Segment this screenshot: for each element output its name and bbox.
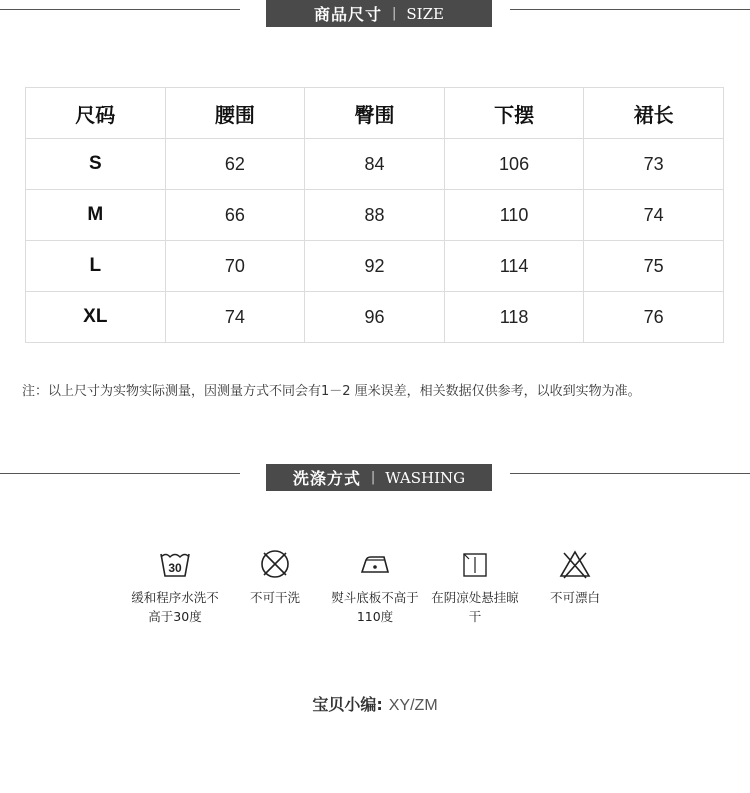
table-row: [26, 292, 724, 343]
cell-length: 75: [584, 241, 724, 292]
header-hip: 臀围: [305, 88, 445, 139]
cell-hip: 84: [305, 139, 445, 190]
care-label: 不可漂白: [549, 590, 600, 605]
washing-section-banner: [266, 464, 492, 491]
cell-hem: 118: [444, 292, 584, 343]
cell-hem: 110: [444, 190, 584, 241]
size-table: [25, 87, 724, 343]
divider-left: [0, 9, 240, 10]
title-separator: |: [392, 6, 397, 21]
care-label: 熨斗底板不高于 110度: [331, 590, 419, 624]
cell-size: S: [26, 139, 166, 190]
no-dry-clean-icon: [258, 548, 292, 580]
editor-value: XY/ZM: [388, 697, 438, 714]
cell-size: XL: [26, 292, 166, 343]
cell-size: L: [26, 241, 166, 292]
care-item-wash: [125, 548, 225, 626]
svg-text:30: 30: [168, 561, 182, 575]
divider-left: [0, 473, 240, 474]
header-waist: 腰围: [165, 88, 305, 139]
table-row: [26, 139, 724, 190]
washing-title-en: WASHING: [385, 468, 466, 487]
divider-right: [510, 9, 750, 10]
cell-length: 73: [584, 139, 724, 190]
cell-hip: 92: [305, 241, 445, 292]
cell-hem: 114: [444, 241, 584, 292]
washing-title-cn: 洗涤方式: [292, 469, 361, 488]
cell-waist: 62: [165, 139, 305, 190]
table-row: [26, 241, 724, 292]
care-item-iron: [325, 548, 425, 626]
care-label: 缓和程序水洗不 高于30度: [131, 590, 219, 624]
header-length: 裙长: [584, 88, 724, 139]
cell-waist: 70: [165, 241, 305, 292]
table-row: [26, 190, 724, 241]
title-separator: |: [370, 470, 376, 485]
no-bleach-icon: [558, 548, 592, 580]
table-header-row: [26, 88, 724, 139]
iron-icon: [358, 548, 392, 580]
care-item-dry-clean: [225, 548, 325, 607]
cell-length: 76: [584, 292, 724, 343]
cell-hip: 88: [305, 190, 445, 241]
care-item-line-dry: [425, 548, 525, 626]
editor-label: 宝贝小编:: [312, 695, 383, 714]
measurement-note: 注：以上尺寸为实物实际测量，因测量方式不同会有1－2 厘米误差，相关数据仅供参考，以收到实物为准。: [22, 384, 641, 399]
header-hem: 下摆: [444, 88, 584, 139]
line-dry-shade-icon: [458, 548, 492, 580]
size-title-en: SIZE: [406, 4, 444, 23]
care-label: 不可干洗: [249, 590, 300, 605]
size-title-cn: 商品尺寸: [314, 5, 383, 24]
wash-30-icon: [158, 548, 192, 580]
cell-waist: 66: [165, 190, 305, 241]
cell-hip: 96: [305, 292, 445, 343]
header-size: 尺码: [26, 88, 166, 139]
size-section-banner: [266, 0, 492, 27]
cell-hem: 106: [444, 139, 584, 190]
cell-waist: 74: [165, 292, 305, 343]
editor-credit: [0, 692, 750, 715]
cell-length: 74: [584, 190, 724, 241]
care-label: 在阴凉处悬挂晾 干: [431, 590, 519, 624]
cell-size: M: [26, 190, 166, 241]
care-item-bleach: [525, 548, 625, 607]
divider-right: [510, 473, 750, 474]
